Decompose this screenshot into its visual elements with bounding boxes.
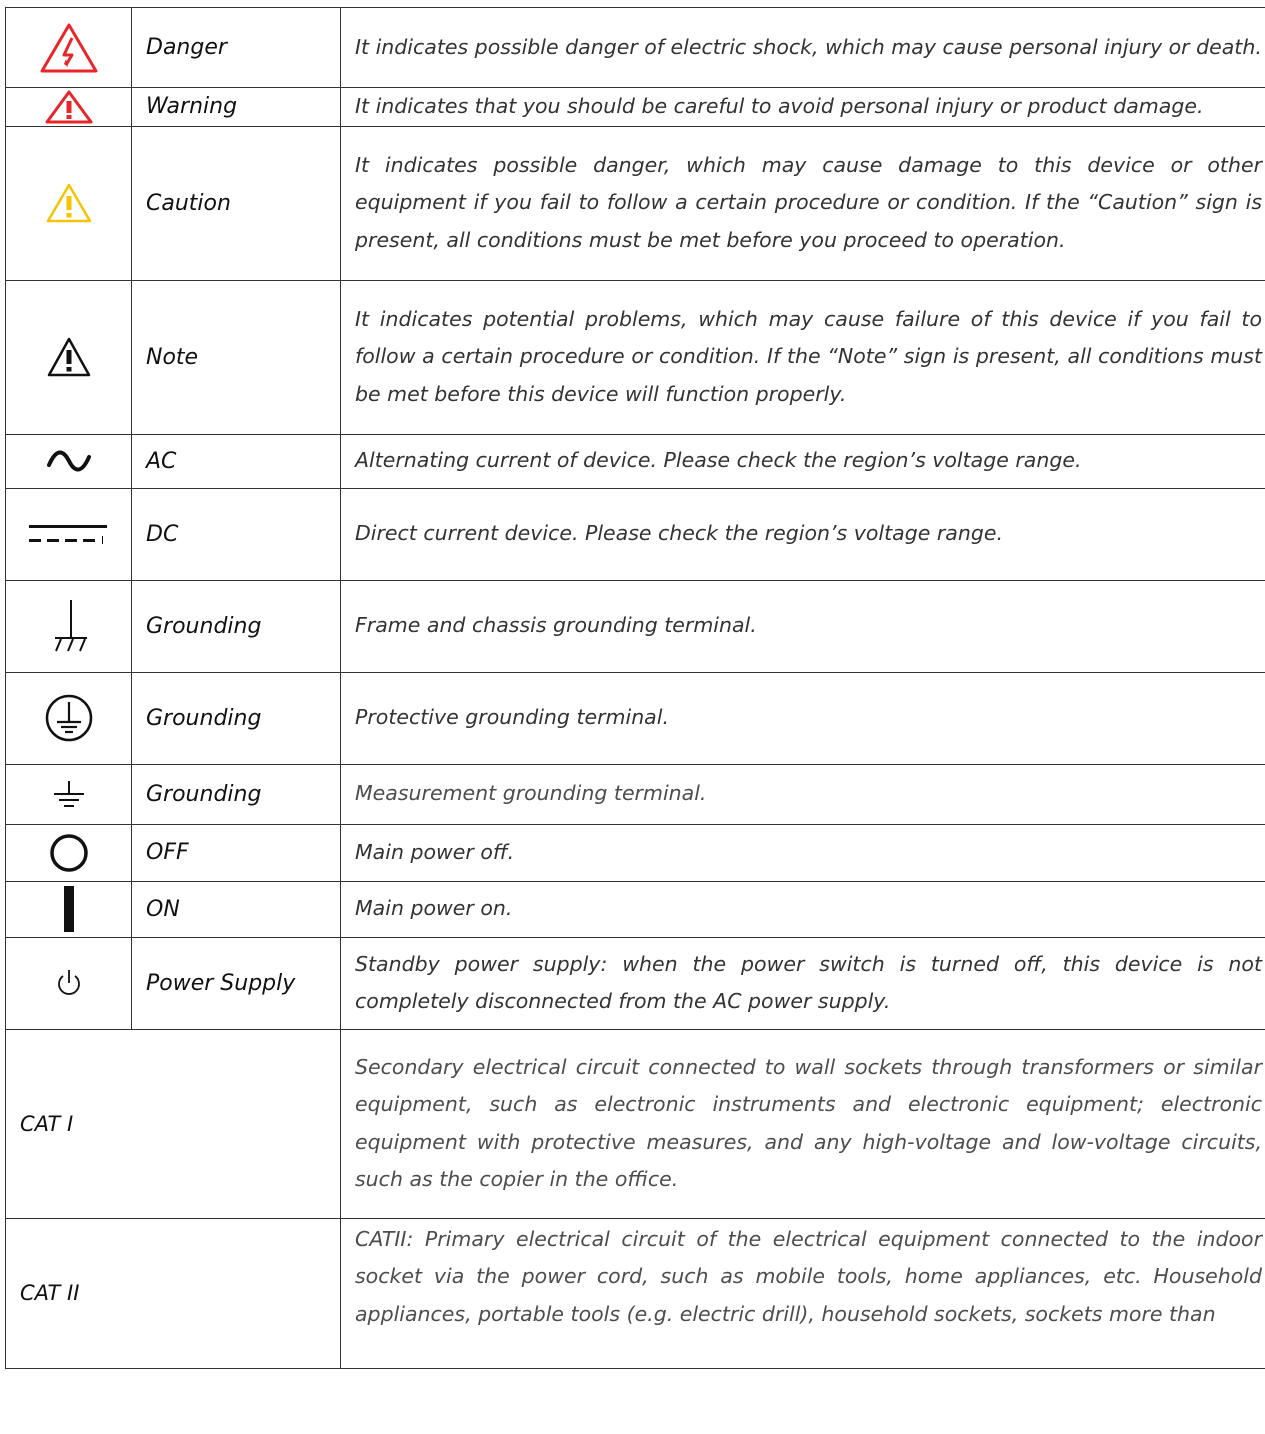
note-triangle-icon xyxy=(47,337,91,377)
warning-triangle-icon xyxy=(45,90,93,124)
icon-cell xyxy=(6,280,132,434)
table-row xyxy=(6,937,1265,1029)
symbol-description: Standby power supply: when the power switch is turned off, this device is not completely disconnected from the AC power supply. xyxy=(341,937,1265,1029)
protective-ground-icon xyxy=(44,693,94,743)
symbol-name: OFF xyxy=(132,824,341,881)
symbol-name: Caution xyxy=(132,126,341,280)
symbol-name: Warning xyxy=(132,88,341,127)
icon-cell xyxy=(6,8,132,88)
caution-triangle-icon xyxy=(46,183,92,223)
table-row xyxy=(6,126,1265,280)
icon-cell xyxy=(6,672,132,764)
measurement-ground-icon xyxy=(49,779,89,809)
table-row xyxy=(6,580,1265,672)
high-voltage-warning-icon xyxy=(39,22,99,74)
chassis-ground-icon xyxy=(47,598,91,654)
symbol-description: It indicates possible danger, which may cause damage to this device or other equipment if you fail to follow a certain procedure or condition. If the “Caution” sign is present, all conditions must be met before you proceed to operation. xyxy=(341,126,1265,280)
ac-sine-icon xyxy=(46,447,92,475)
table-row xyxy=(6,1029,1265,1218)
symbol-description: It indicates potential problems, which may cause failure of this device if you fail to follow a certain procedure or condition. If the “Note” sign is present, all conditions must be met before this device will function properly. xyxy=(341,280,1265,434)
icon-cell xyxy=(6,580,132,672)
icon-cell xyxy=(6,881,132,937)
symbol-name: Note xyxy=(132,280,341,434)
power-off-circle-icon xyxy=(48,832,90,874)
table-row xyxy=(6,8,1265,88)
icon-cell xyxy=(6,764,132,824)
symbol-name: Grounding xyxy=(132,672,341,764)
icon-cell xyxy=(6,88,132,127)
table-row xyxy=(6,88,1265,127)
symbol-name: Grounding xyxy=(132,580,341,672)
table-row xyxy=(6,881,1265,937)
symbol-name: ON xyxy=(132,881,341,937)
symbol-description: Protective grounding terminal. xyxy=(341,672,1265,764)
symbol-name: Power Supply xyxy=(132,937,341,1029)
category-description: Secondary electrical circuit connected to wall sockets through transformers or similar equipment, such as electronic instruments and electronic equipment; electronic equipment with protective measures, and any high-voltage and low-voltage circuits, such as the copier in the office. xyxy=(341,1029,1265,1218)
symbol-name: AC xyxy=(132,434,341,488)
symbol-description: Frame and chassis grounding terminal. xyxy=(341,580,1265,672)
symbol-description: It indicates that you should be careful to avoid personal injury or product damage. xyxy=(341,88,1265,127)
symbol-description: Alternating current of device. Please check the region’s voltage range. xyxy=(341,434,1265,488)
category-name: CAT I xyxy=(6,1029,341,1218)
symbol-description: It indicates possible danger of electric shock, which may cause personal injury or death. xyxy=(341,8,1265,88)
table-row xyxy=(6,488,1265,580)
dc-icon xyxy=(27,522,111,546)
category-description: CATII: Primary electrical circuit of the electrical equipment connected to the indoor socket via the power cord, such as mobile tools, home appliances, etc. Household appliances, portable tools (e.g. electric drill), household sockets, sockets more than xyxy=(341,1218,1265,1368)
symbol-table xyxy=(5,7,1265,1369)
icon-cell xyxy=(6,937,132,1029)
icon-cell xyxy=(6,434,132,488)
table-row xyxy=(6,1218,1265,1368)
table-row xyxy=(6,434,1265,488)
icon-cell xyxy=(6,824,132,881)
power-on-bar-icon xyxy=(62,884,76,934)
table-row xyxy=(6,672,1265,764)
symbol-description: Direct current device. Please check the region’s voltage range. xyxy=(341,488,1265,580)
category-name: CAT II xyxy=(6,1218,341,1368)
symbol-name: DC xyxy=(132,488,341,580)
icon-cell xyxy=(6,126,132,280)
table-row xyxy=(6,824,1265,881)
symbol-name: Danger xyxy=(132,8,341,88)
symbol-name: Grounding xyxy=(132,764,341,824)
symbol-description: Main power off. xyxy=(341,824,1265,881)
table-row xyxy=(6,764,1265,824)
standby-power-icon xyxy=(54,967,84,999)
symbol-description: Measurement grounding terminal. xyxy=(341,764,1265,824)
table-row xyxy=(6,280,1265,434)
icon-cell xyxy=(6,488,132,580)
symbol-description: Main power on. xyxy=(341,881,1265,937)
